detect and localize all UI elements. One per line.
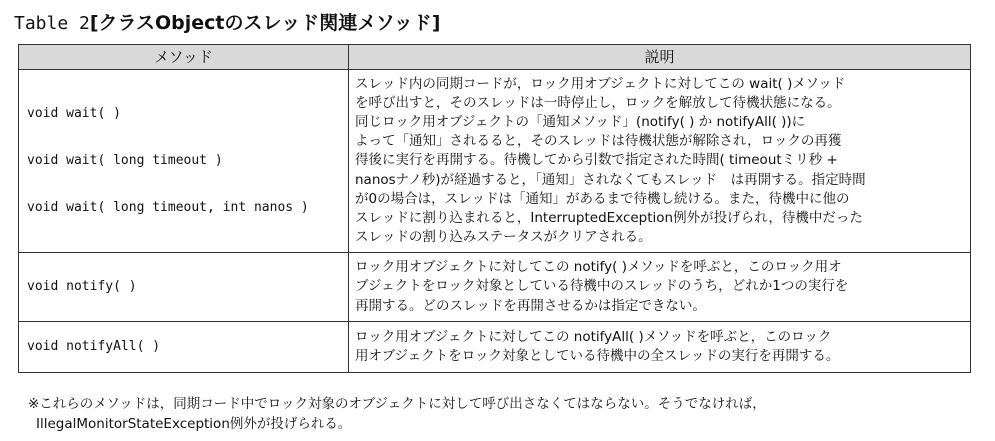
method-cell xyxy=(19,70,349,253)
description-line: ロック用オブジェクトに対してこの notify( )メソッドを呼ぶと，このロック用オ xyxy=(355,259,842,276)
description-cell xyxy=(349,322,971,373)
table-title-main: [クラスObjectのスレッド関連メソッド] xyxy=(89,12,441,34)
description-cell xyxy=(349,70,971,253)
description-line: スレッドに割り込まれると，InterruptedException例外が投げられ，待機中だった xyxy=(355,209,863,226)
table-header-row xyxy=(19,45,971,70)
method-table xyxy=(18,44,971,373)
description-line: ブジェクトをロック対象としている待機中のスレッドのうち，どれか1つの実行を xyxy=(355,278,849,295)
header-method: メソッド xyxy=(19,45,349,70)
table-title-prefix: Table 2 xyxy=(14,13,90,34)
method-cell xyxy=(19,253,349,322)
method-signature: void notify( ) xyxy=(27,279,137,294)
table-row-notifyall xyxy=(19,322,971,373)
method-signature: void notifyAll( ) xyxy=(27,339,161,354)
method-cell xyxy=(19,322,349,373)
description-line: 用オブジェクトをロック対象としている待機中の全スレッドの実行を再開する。 xyxy=(355,348,840,364)
description-line: 得後に実行を再開する。待機してから引数で指定された時間( timeoutミリ秒 + xyxy=(355,152,838,169)
description-cell xyxy=(349,253,971,322)
description-line: スレッドの割り込みステータスがクリアされる。 xyxy=(355,229,652,246)
description-line: スレッド内の同期コードが，ロック用オブジェクトに対してこの wait( )メソッド xyxy=(355,75,846,92)
description-line: nanosナノ秒)が経過すると，「通知」されなくてもスレッド は再開する。指定時間 xyxy=(355,171,866,188)
description-line: が0の場合は，スレッドは「通知」があるまで待機し続ける。また，待機中に他の xyxy=(355,190,850,207)
description-line: よって「通知」されるると，そのスレッドは待機状態が解除され，ロックの再獲 xyxy=(355,133,842,150)
footnote-line: IllegalMonitorStateException例外が投げられる。 xyxy=(36,416,352,432)
description-line: ロック用オブジェクトに対してこの notifyAll( )メソッドを呼ぶと，このロック xyxy=(355,328,832,345)
footnote-line: ※これらのメソッドは，同期コード中でロック対象のオブジェクトに対して呼び出さなくてはならない。そうでなければ， xyxy=(28,396,766,412)
table-row-notify xyxy=(19,253,971,322)
table-title xyxy=(14,10,440,36)
method-signature: void wait( long timeout ) xyxy=(27,153,223,168)
method-signature: void wait( long timeout, int nanos ) xyxy=(27,200,309,215)
method-signature: void wait( ) xyxy=(27,106,121,121)
table-row-wait xyxy=(19,70,971,253)
description-line: 同じロック用オブジェクトの「通知メソッド」(notify( ) か notifyAll( ))に xyxy=(355,114,806,131)
header-description: 説明 xyxy=(349,45,971,70)
description-line: 再開する。どのスレッドを再開させるかは指定できない。 xyxy=(355,297,706,314)
description-line: を呼び出すと，そのスレッドは一時停止し，ロックを解放して待機状態になる。 xyxy=(355,94,841,111)
footnote xyxy=(28,394,766,434)
